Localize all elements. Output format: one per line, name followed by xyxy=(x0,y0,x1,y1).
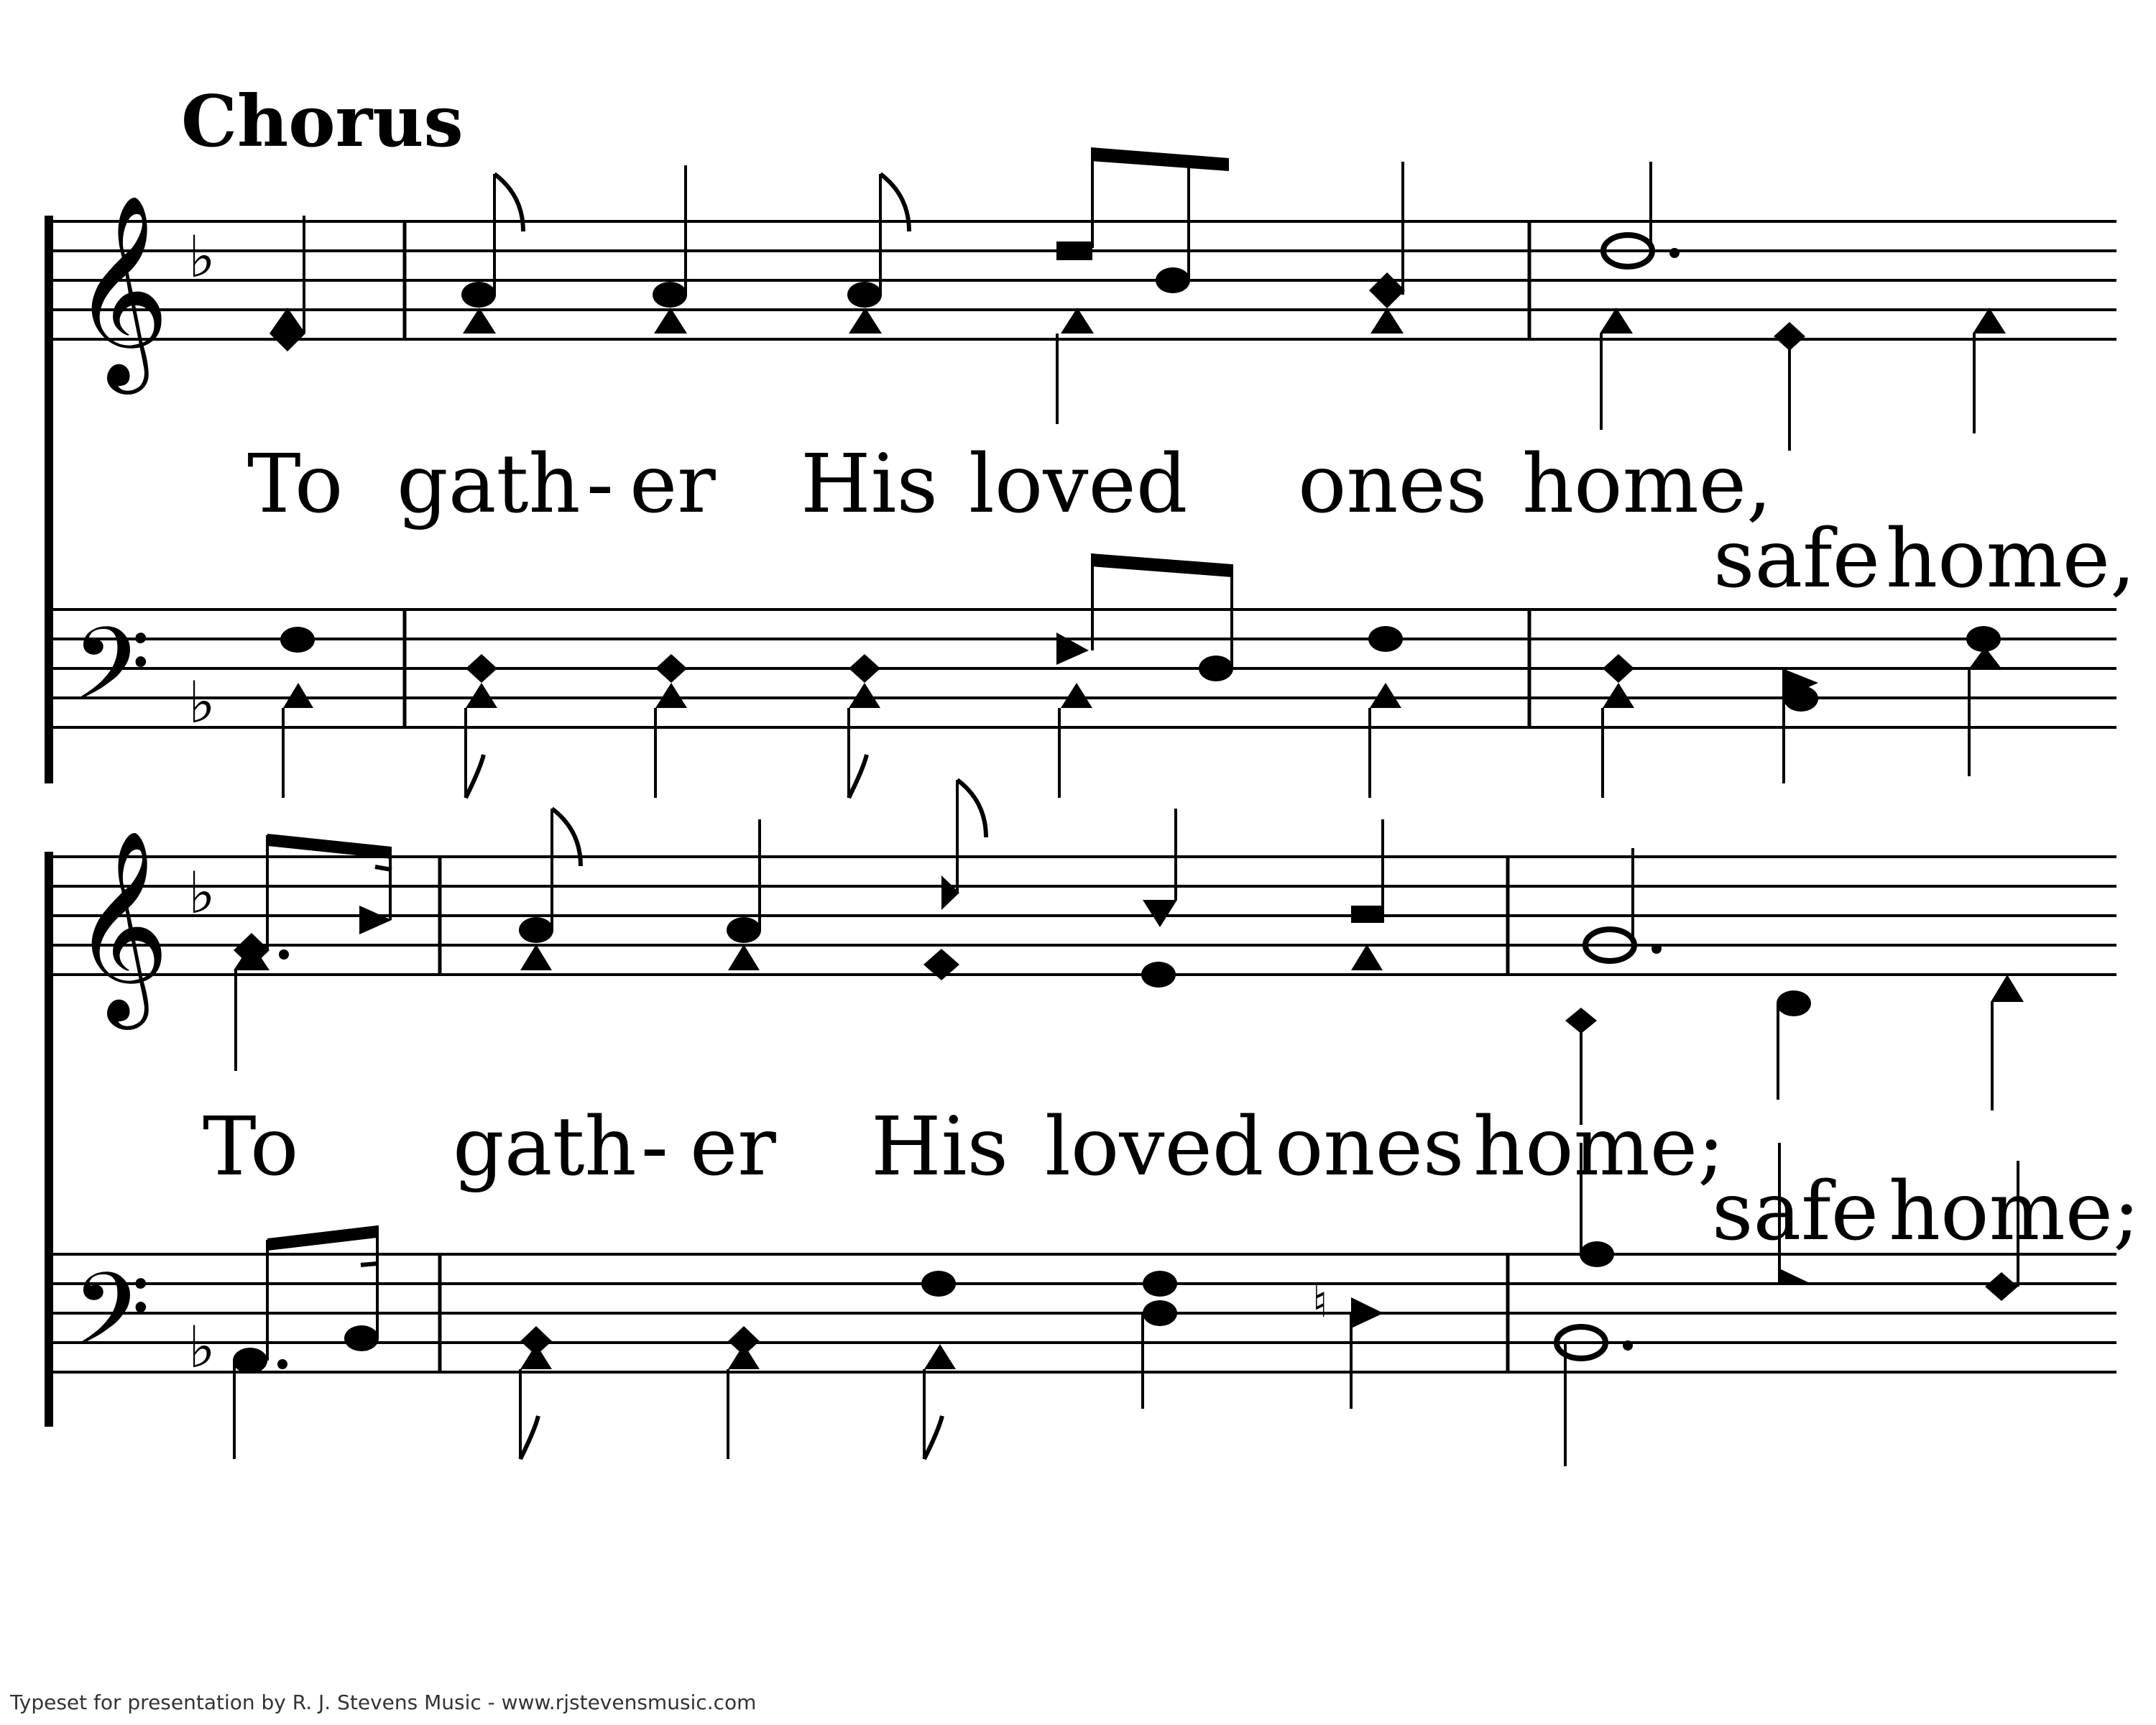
note-head xyxy=(655,683,687,708)
note-head xyxy=(1991,975,2024,1002)
flat-icon: ♭ xyxy=(188,860,216,926)
natural-icon: ♮ xyxy=(1312,1277,1328,1328)
lyric-syllable: ones xyxy=(1275,1100,1465,1194)
lyric-syllable: home; xyxy=(1473,1100,1725,1194)
note-head xyxy=(283,683,313,708)
lyric-syllable: gath xyxy=(397,438,581,531)
note-head xyxy=(1141,962,1176,988)
lyric-syllable: ones xyxy=(1298,438,1488,531)
note-head xyxy=(466,654,497,683)
note-head xyxy=(1368,626,1403,652)
note-head xyxy=(1061,308,1094,334)
note-head xyxy=(1370,683,1401,708)
note-head xyxy=(270,308,305,334)
lyric-syllable: gath xyxy=(453,1100,637,1194)
system-brace-2 xyxy=(45,852,53,1427)
lyric-syllable: - xyxy=(641,1100,668,1194)
note-head xyxy=(280,627,315,653)
treble-clef-icon: 𝄞 xyxy=(72,194,170,386)
section-label: Chorus xyxy=(181,80,464,163)
note-head xyxy=(728,944,760,970)
note-head xyxy=(654,308,687,334)
note-head xyxy=(728,1344,760,1369)
note-head xyxy=(519,917,553,943)
note-head xyxy=(1056,242,1092,260)
lyric-syllable: - xyxy=(586,438,614,531)
note-head xyxy=(463,308,496,334)
note-head xyxy=(849,308,882,334)
note-head xyxy=(849,654,880,683)
lyric-syllable: loved xyxy=(1045,1100,1264,1194)
note-head xyxy=(653,282,687,308)
lyric-syllable: er xyxy=(690,1100,776,1194)
note-head xyxy=(924,1344,956,1369)
lyric-syllable: His xyxy=(871,1100,1008,1194)
note-head xyxy=(1600,308,1633,334)
treble-notes-2 xyxy=(234,780,2024,1125)
note-head xyxy=(1156,267,1190,293)
note-head xyxy=(1351,1297,1383,1328)
treble-clef-icon: 𝄞 xyxy=(72,829,170,1021)
note-head xyxy=(466,683,497,708)
note-head xyxy=(233,1348,267,1374)
note-head xyxy=(1143,900,1177,927)
lyric-syllable: His xyxy=(801,438,938,531)
note-head xyxy=(655,654,687,683)
bass-clef-icon: 𝄢 xyxy=(72,606,151,748)
note-head xyxy=(1143,1300,1177,1326)
lyric-syllable: er xyxy=(630,438,716,531)
flat-icon: ♭ xyxy=(188,224,216,290)
flat-icon: ♭ xyxy=(188,669,216,736)
footer-credit: Typeset for presentation by R. J. Stevens Music - www.rjstevensmusic.com xyxy=(10,1690,757,1714)
note-head xyxy=(1777,990,1811,1016)
bass-clef-icon: 𝄢 xyxy=(72,1251,151,1394)
note-head xyxy=(1603,683,1634,708)
note-head xyxy=(359,906,392,934)
note-head xyxy=(1351,944,1383,970)
note-head xyxy=(1580,1241,1614,1267)
flat-icon: ♭ xyxy=(188,1314,216,1381)
lyric-syllable: home, xyxy=(1522,438,1772,531)
system-brace-1 xyxy=(45,216,53,783)
note-head xyxy=(921,1271,956,1297)
note-head xyxy=(1199,656,1233,681)
lyric-syllable: To xyxy=(203,1100,299,1194)
note-head xyxy=(1985,1272,2018,1301)
lyric-syllable: loved xyxy=(969,438,1188,531)
treble-notes-1 xyxy=(270,147,2006,451)
bass-staff-2 xyxy=(50,1254,2116,1372)
note-head xyxy=(1603,654,1634,683)
note-head xyxy=(1969,647,2001,668)
note-head xyxy=(1779,1269,1811,1284)
note-head xyxy=(849,683,880,708)
note-head xyxy=(1784,686,1818,712)
note-head xyxy=(847,282,882,308)
note-head xyxy=(1370,308,1404,334)
note-head xyxy=(1973,308,2006,334)
note-head xyxy=(1056,632,1089,665)
note-head xyxy=(520,944,552,970)
note-head xyxy=(1966,626,2001,652)
note-head xyxy=(1351,906,1384,923)
note-head xyxy=(1143,1271,1177,1297)
note-head xyxy=(461,282,496,308)
note-head xyxy=(1061,683,1092,708)
note-head xyxy=(344,1325,379,1351)
lyric-syllable: To xyxy=(247,438,344,531)
note-head xyxy=(1369,272,1405,308)
lyric-echo: safe xyxy=(1713,512,1880,606)
lyric-echo: safe xyxy=(1712,1165,1879,1259)
lyric-echo: home, xyxy=(1886,512,2136,606)
lyric-echo: home; xyxy=(1889,1165,2140,1259)
note-head xyxy=(727,917,761,943)
note-head xyxy=(520,1344,552,1369)
